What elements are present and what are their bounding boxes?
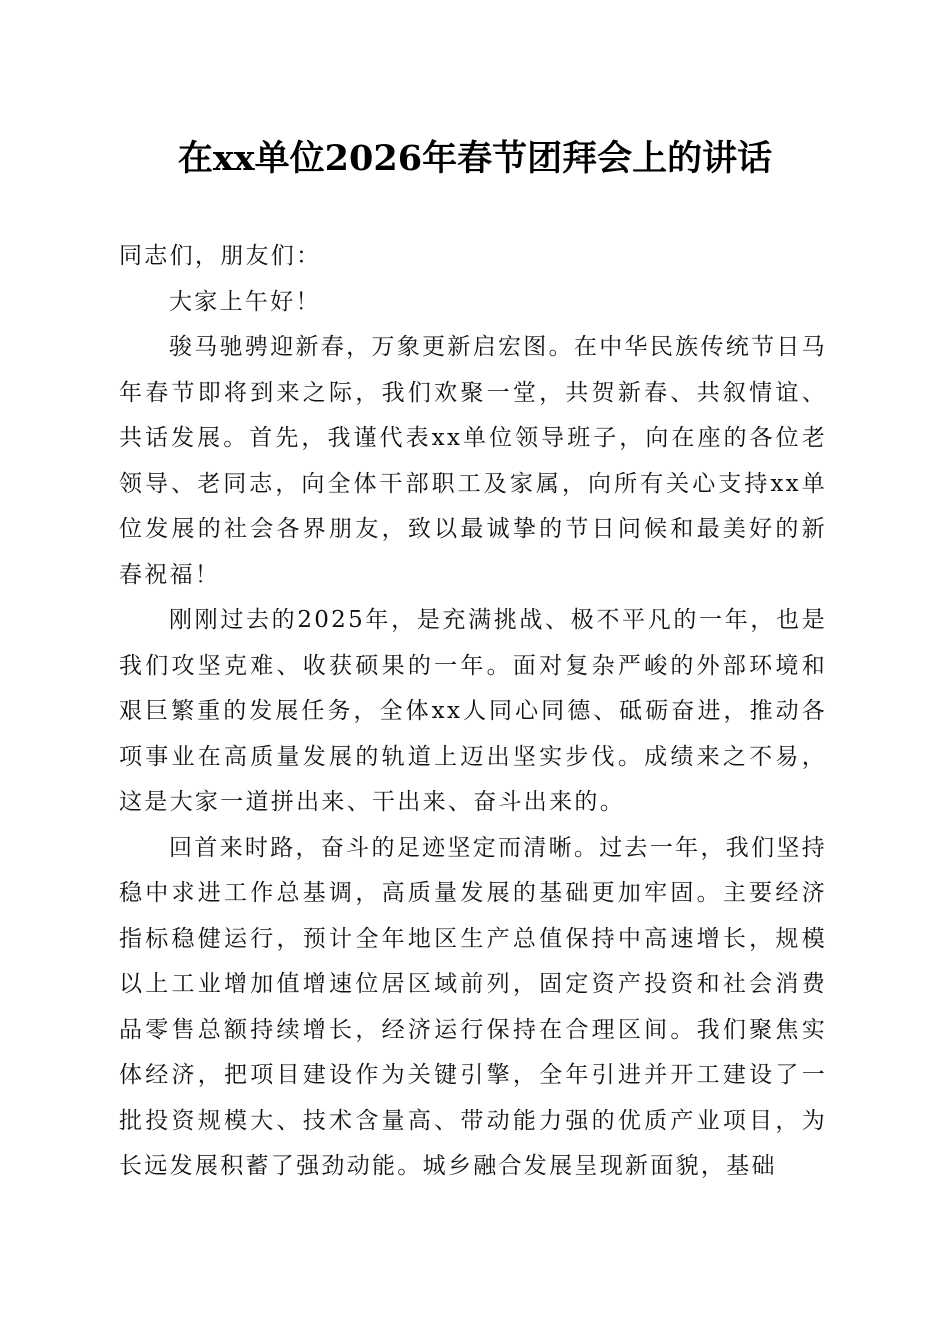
salutation: 同志们，朋友们：	[119, 243, 322, 269]
document-title: 在xx单位2026年春节团拜会上的讲话	[177, 138, 773, 179]
paragraph-2025-review: 刚刚过去的2025年，是充满挑战、极不平凡的一年，也是我们攻坚克难、收获硕果的一年。面对复杂严峻的外部环境和艰巨繁重的发展任务，全体xx人同心同德、砥砺奋进，推动各项事业在高质量发展的轨道上迈出坚实步伐。成绩来之不易，这是大家一道拼出来、干出来、奋斗出来的。	[119, 607, 827, 815]
document-body	[119, 234, 827, 1190]
paragraph-greeting: 大家上午好！	[169, 288, 321, 315]
paragraph-new-year-wishes: 骏马驰骋迎新春，万象更新启宏图。在中华民族传统节日马年春节即将到来之际，我们欢聚一堂，共贺新春、共叙情谊、共话发展。首先，我谨代表xx单位领导班子，向在座的各位老领导、老同志，向全体干部职工及家属，向所有关心支持xx单位发展的社会各界朋友，致以最诚挚的节日问候和最美好的新春祝福！	[119, 334, 827, 588]
paragraph-achievements: 回首来时路，奋斗的足迹坚定而清晰。过去一年，我们坚持稳中求进工作总基调，高质量发展的基础更加牢固。主要经济指标稳健运行，预计全年地区生产总值保持中高速增长，规模以上工业增加值增速位居区域前列，固定资产投资和社会消费品零售总额持续增长，经济运行保持在合理区间。我们聚焦实体经济，把项目建设作为关键引擎，全年引进并开工建设了一批投资规模大、技术含量高、带动能力强的优质产业项目，为长远发展积蓄了强劲动能。城乡融合发展呈现新面貌，基础	[119, 834, 827, 1179]
